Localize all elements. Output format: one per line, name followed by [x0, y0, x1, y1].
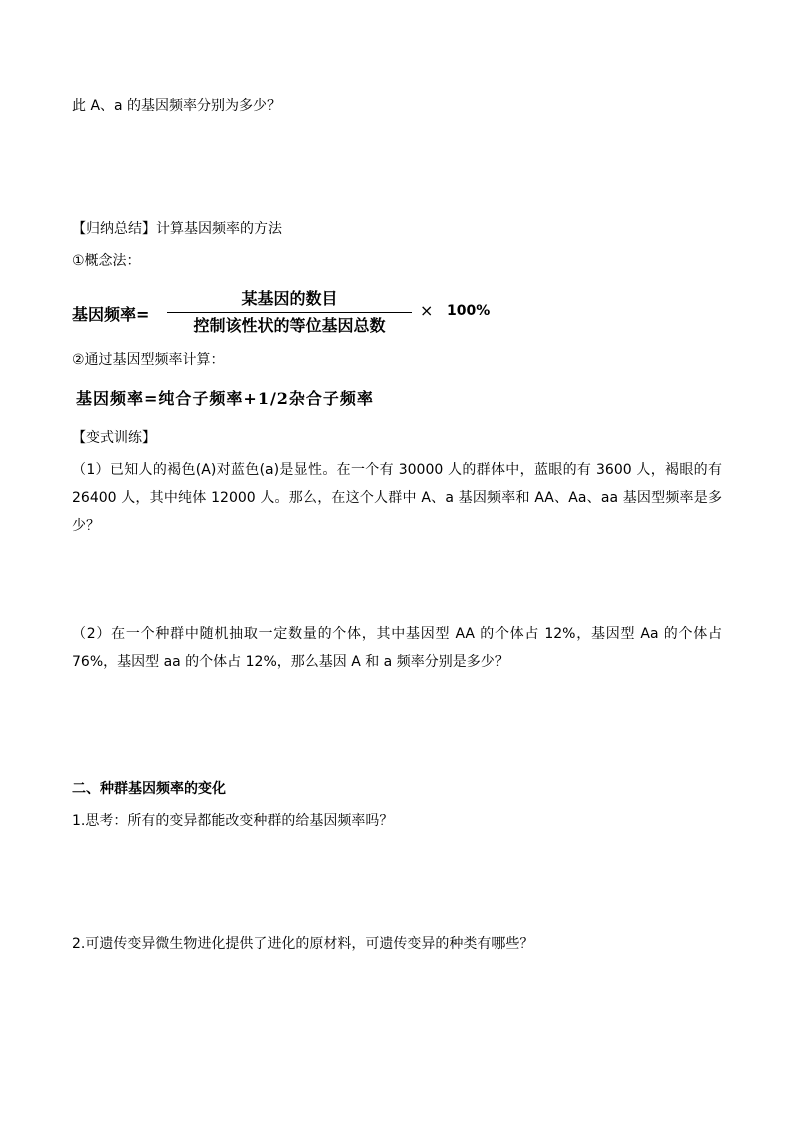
method-2-label: ②通过基因型频率计算：: [72, 352, 225, 368]
practice-heading: 【变式训练】: [72, 430, 156, 446]
multiply-sign: ×: [420, 301, 434, 320]
method-1-label: ①概念法：: [72, 253, 141, 269]
summary-heading: 【归纳总结】计算基因频率的方法: [72, 221, 282, 237]
genotype-frequency-formula: 基因频率=纯合子频率+1/2杂合子频率: [76, 389, 374, 408]
think-question-1: 1.思考：所有的变异都能改变种群的给基因频率吗？: [72, 813, 394, 829]
formula-lhs: 基因频率=: [72, 305, 150, 324]
practice-question-1: （1）已知人的褐色(A)对蓝色(a)是显性。在一个有 30000 人的群体中，蓝眼的有 3600 人，褐眼的有 26400 人，其中纯体 12000 人。那么，在这个人群中 A、a 基因频率和 AA、Aa、aa 基因型频率是多少？: [72, 462, 722, 534]
gene-frequency-formula: [72, 288, 522, 338]
formula-fraction: [167, 288, 412, 337]
section-2-heading: 二、种群基因频率的变化: [72, 781, 226, 797]
formula-percent: 100%: [447, 303, 491, 319]
formula-numerator: 某基因的数目: [241, 289, 338, 308]
practice-question-2: （2）在一个种群中随机抽取一定数量的个体，其中基因型 AA 的个体占 12%，基因型 Aa 的个体占 76%，基因型 aa 的个体占 12%，那么基因 A 和 a 频率分别是多少？: [72, 626, 722, 670]
think-question-2: 2.可遗传变异微生物进化提供了进化的原材料，可遗传变异的种类有哪些？: [72, 936, 534, 952]
formula-denominator: 控制该性状的等位基因总数: [193, 316, 386, 335]
question-allele-frequency: 此 A、a 的基因频率分别为多少？: [72, 98, 282, 114]
fraction-bar: [167, 312, 412, 313]
